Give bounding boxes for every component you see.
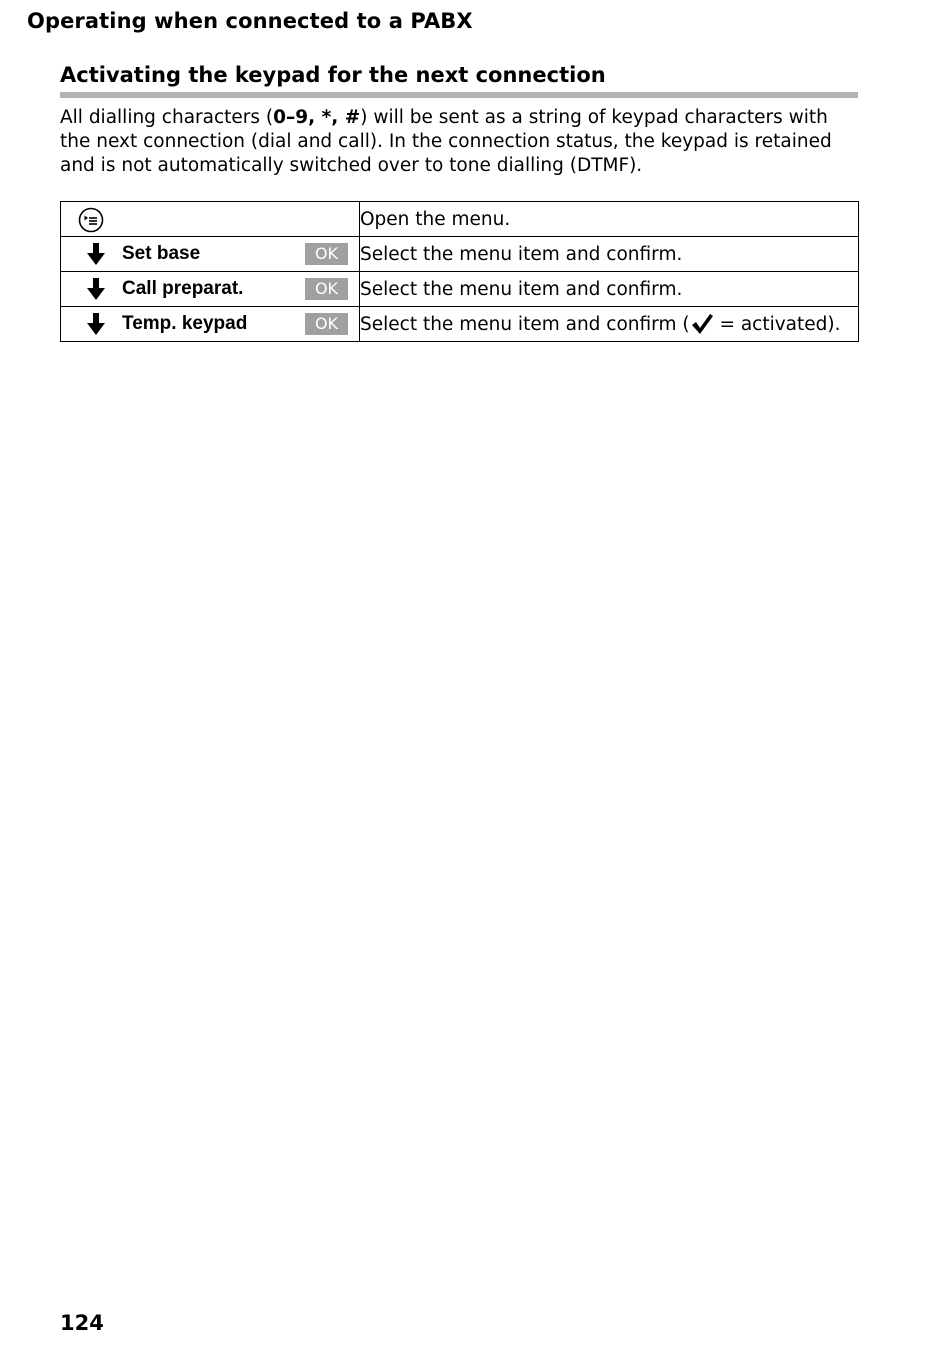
ok-key: OK xyxy=(305,243,348,265)
heading-rule xyxy=(60,92,858,98)
checkmark-icon xyxy=(690,312,714,336)
down-arrow-icon xyxy=(87,278,105,300)
steps-table xyxy=(60,201,859,342)
menu-key-icon xyxy=(78,207,104,233)
step-row xyxy=(61,307,859,342)
intro-paragraph xyxy=(60,106,860,178)
menu-item-label: Temp. keypad xyxy=(122,313,248,334)
step-action-cell xyxy=(61,237,360,272)
down-arrow-icon xyxy=(87,243,105,265)
menu-item-label: Call preparat. xyxy=(122,278,244,299)
ok-key: OK xyxy=(305,313,348,335)
page-number: 124 xyxy=(60,1311,104,1335)
down-arrow-icon xyxy=(87,313,105,335)
section-heading: Activating the keypad for the next connection xyxy=(60,63,606,87)
step-action-cell xyxy=(61,307,360,342)
menu-item-label: Set base xyxy=(122,243,201,264)
step-description: Open the menu. xyxy=(360,202,859,237)
step-row xyxy=(61,202,859,237)
step-action-cell xyxy=(61,202,360,237)
intro-dialling-characters: 0–9, *, # xyxy=(273,107,361,128)
running-header: Operating when connected to a PABX xyxy=(27,9,473,33)
ok-key: OK xyxy=(305,278,348,300)
step-row xyxy=(61,272,859,307)
description-text-start: Select the menu item and confirm ( xyxy=(360,314,690,335)
intro-text-end: ) will be sent as a string of keypad characters with the next connection (dial and call). In the connection status, the keypad is retained and is not automatically switched over to tone dialling (DTMF). xyxy=(60,107,832,176)
intro-text-start: All dialling characters ( xyxy=(60,107,274,128)
step-description: Select the menu item and confirm. xyxy=(360,237,859,272)
step-row xyxy=(61,237,859,272)
step-description xyxy=(360,307,859,342)
step-description: Select the menu item and confirm. xyxy=(360,272,859,307)
description-text-end: = activated). xyxy=(713,314,841,335)
step-action-cell xyxy=(61,272,360,307)
